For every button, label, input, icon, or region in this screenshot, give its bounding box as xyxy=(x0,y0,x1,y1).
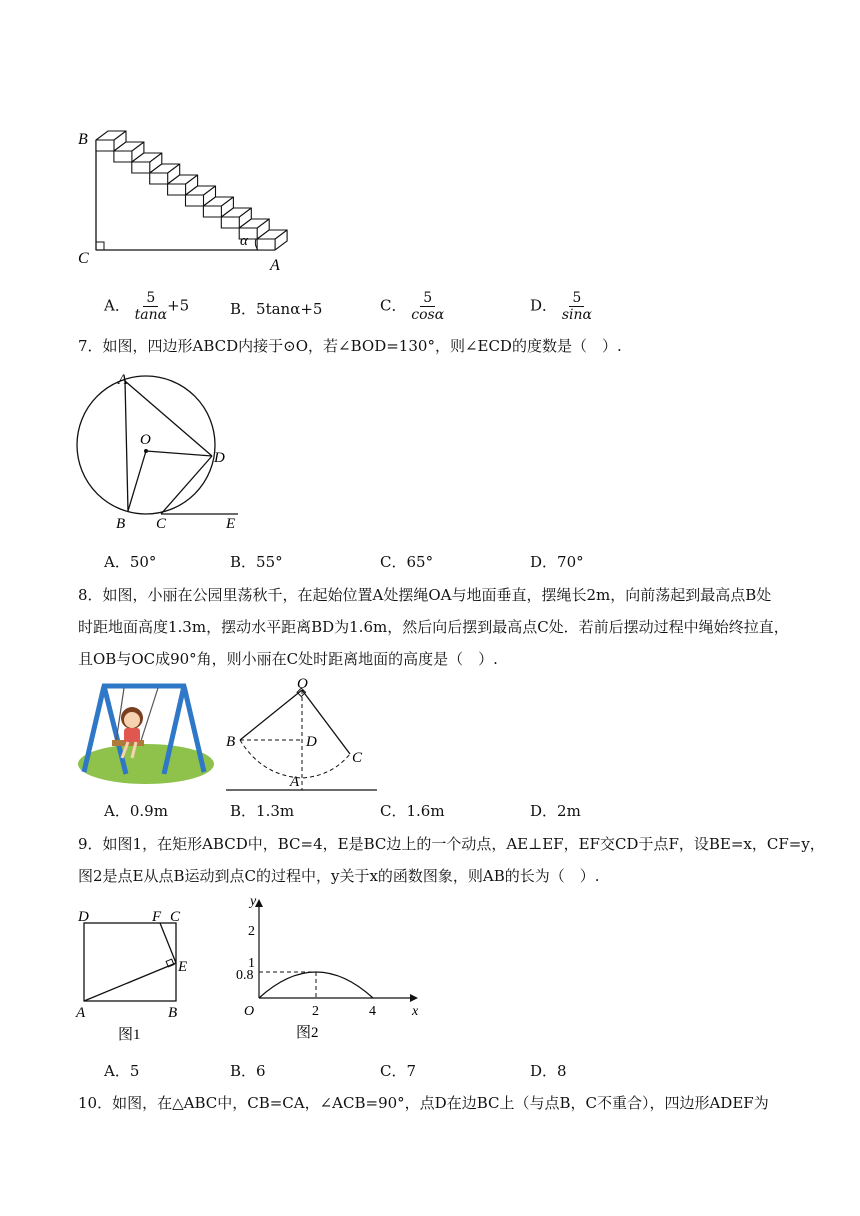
option-letter: D． xyxy=(530,296,558,315)
figure-caption: 图1 xyxy=(118,1027,141,1043)
label-E: E xyxy=(178,959,188,975)
option-text: 5tanα+5 xyxy=(256,300,323,318)
option-letter: C． xyxy=(380,296,407,315)
q9-question-line1: 9．如图1，在矩形ABCD中，BC=4，E是BC边上的一个动点，AE⊥EF，EF交CD于点F，设BE=x，CF=y， xyxy=(78,835,825,853)
tick-x-4: 4 xyxy=(369,1004,376,1019)
staircase-figure xyxy=(70,105,310,275)
label-C: C xyxy=(156,516,167,532)
q8-option-b[interactable]: B．1.3m xyxy=(230,802,295,820)
label-alpha: α xyxy=(240,233,248,249)
q6-option-c[interactable] xyxy=(380,290,444,323)
axis-label-y: y xyxy=(250,895,257,909)
label-B: B xyxy=(226,734,236,750)
label-A: A xyxy=(76,1005,86,1021)
tick-y-0-8: 0.8 xyxy=(236,968,254,983)
q9-option-d[interactable]: D．8 xyxy=(530,1062,567,1080)
swing-illustration xyxy=(74,682,216,787)
fraction: $\frac{5}{\cos\alpha}$ xyxy=(411,290,445,323)
q7-option-a[interactable]: A．50° xyxy=(104,553,157,571)
label-B: B xyxy=(116,516,126,532)
q10-question: 10．如图，在△ABC中，CB=CA，∠ACB=90°，点D在边BC上（与点B，C不重合），四边形ADEF为 xyxy=(78,1094,769,1112)
label-O: O xyxy=(297,676,308,692)
label-D: D xyxy=(306,734,317,750)
label-A: A xyxy=(270,257,280,274)
swing-diagram xyxy=(222,676,382,796)
label-A: A xyxy=(290,774,300,790)
fraction: $\frac{5}{\sin\alpha}$ xyxy=(561,290,592,323)
q8-option-c[interactable]: C．1.6m xyxy=(380,802,445,820)
q8-option-d[interactable]: D．2m xyxy=(530,802,581,820)
label-C: C xyxy=(352,750,363,766)
label-C: C xyxy=(78,250,89,267)
tick-x-2: 2 xyxy=(312,1004,319,1019)
option-tail: +5 xyxy=(167,296,190,315)
q8-option-a[interactable]: A．0.9m xyxy=(104,802,168,820)
q7-option-d[interactable]: D．70° xyxy=(530,553,584,571)
figure-caption: 图2 xyxy=(296,1025,319,1041)
q8-question-line1: 8．如图，小丽在公园里荡秋千，在起始位置A处摆绳OA与地面垂直，摆绳长2m，向前荡起到最高点B处 xyxy=(78,586,772,604)
q7-option-c[interactable]: C．65° xyxy=(380,553,434,571)
label-B: B xyxy=(168,1005,178,1021)
option-letter: B． xyxy=(230,300,257,318)
label-E: E xyxy=(226,516,236,532)
label-A: A xyxy=(118,372,128,388)
tick-y-1: 1 xyxy=(248,956,255,971)
label-D: D xyxy=(214,450,225,466)
option-letter: A． xyxy=(104,296,130,315)
q6-option-d[interactable] xyxy=(530,290,592,323)
q9-option-c[interactable]: C．7 xyxy=(380,1062,417,1080)
q8-question-line3: 且OB与OC成90°角，则小丽在C处时距离地面的高度是（ ）. xyxy=(78,650,498,668)
q8-question-line2: 时距地面高度1.3m，摆动水平距离BD为1.6m，然后向后摆到最高点C处．若前后摆动过程中绳始终拉直， xyxy=(78,618,789,636)
fraction: $\frac{5}{\tan\alpha}$ xyxy=(134,290,168,323)
function-graph xyxy=(230,895,420,1047)
q9-question-line2: 图2是点E从点B运动到点C的过程中，y关于x的函数图象，则AB的长为（ ）. xyxy=(78,867,600,885)
axis-label-x: x xyxy=(412,1004,419,1019)
q9-option-b[interactable]: B．6 xyxy=(230,1062,266,1080)
q6-option-a[interactable] xyxy=(104,290,189,323)
rectangle-figure xyxy=(74,905,204,1045)
q6-option-b[interactable] xyxy=(230,298,322,319)
label-D: D xyxy=(78,909,89,925)
tick-y-2: 2 xyxy=(248,924,255,939)
label-B: B xyxy=(78,131,88,148)
label-C: C xyxy=(170,909,181,925)
q7-question: 7．如图，四边形ABCD内接于⊙O，若∠BOD=130°，则∠ECD的度数是（ ）. xyxy=(78,337,622,355)
circle-figure xyxy=(70,368,250,533)
q7-option-b[interactable]: B．55° xyxy=(230,553,283,571)
label-O: O xyxy=(140,432,151,448)
q9-option-a[interactable]: A．5 xyxy=(104,1062,140,1080)
origin-label: O xyxy=(244,1004,255,1019)
label-F: F xyxy=(152,909,162,925)
